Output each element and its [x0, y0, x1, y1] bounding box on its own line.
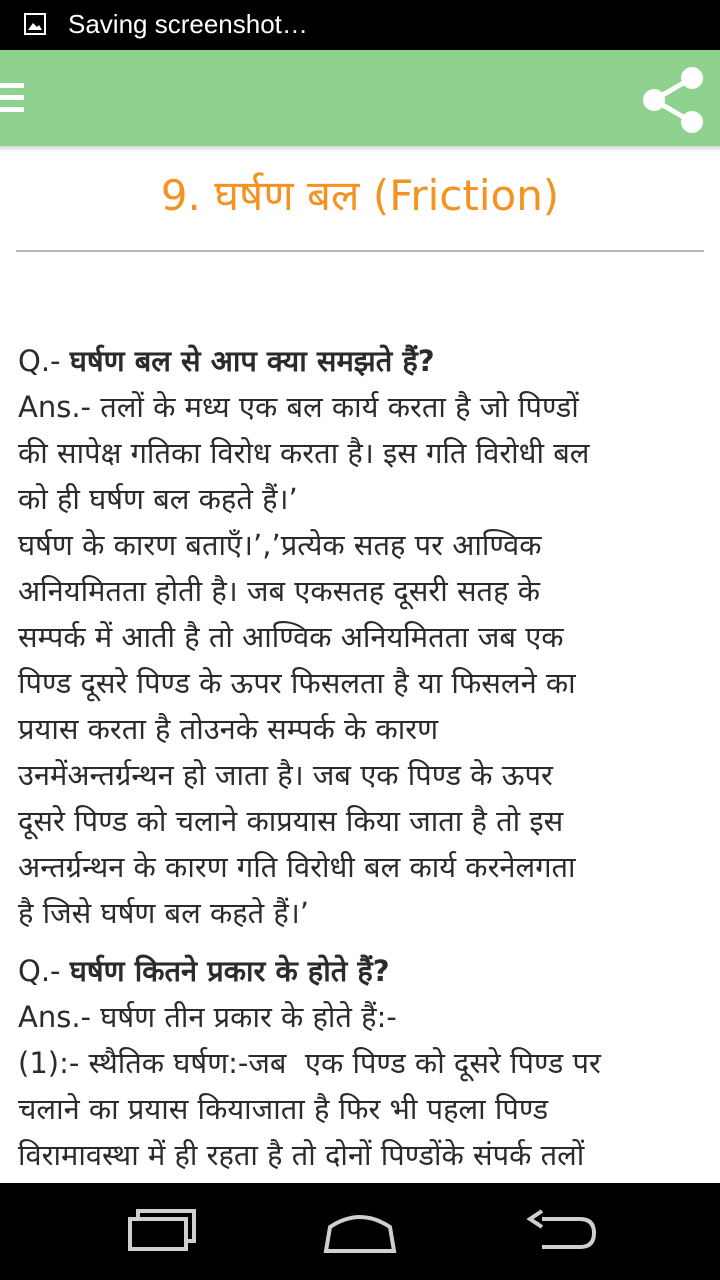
- answer-line: को ही घर्षण बल कहते हैं।’: [18, 482, 298, 516]
- answer-line: (1):- स्थैतिक घर्षण:-जब एक पिण्ड को दूसरे पिण्ड पर: [18, 1046, 601, 1080]
- image-icon: [24, 13, 46, 35]
- answer-line: अनियमितता होती है। जब एकसतह दूसरी सतह के: [18, 574, 540, 608]
- hamburger-menu-icon[interactable]: [0, 79, 28, 117]
- status-notification-text: Saving screenshot…: [68, 9, 308, 39]
- page-title: 9. घर्षण बल (Friction): [160, 171, 560, 220]
- home-icon: [318, 1201, 408, 1261]
- answer-line: है जिसे घर्षण बल कहते हैं।’: [18, 896, 310, 930]
- answer-line: घर्षण के कारण बताएँ।’,’प्रत्येक सतह पर आण्विक: [18, 528, 542, 562]
- answer-line: Ans.- तलों के मध्य एक बल कार्य करता है जो पिण्डों: [18, 390, 579, 424]
- answer-line: दूसरे पिण्ड को चलाने काप्रयास किया जाता है तो इस: [18, 804, 564, 838]
- answer-line: अन्तर्ग्रन्थन के कारण गति विरोधी बल कार्य करनेलगता: [18, 850, 576, 884]
- answer-line: पिण्ड दूसरे पिण्ड के ऊपर फिसलता है या फिसलने का: [18, 666, 576, 700]
- answer-line: उनमेंअन्तर्ग्रन्थन हो जाता है। जब एक पिण्ड के ऊपर: [18, 758, 553, 792]
- answer-line: प्रयास करता है तोउनके सम्पर्क के कारण: [18, 712, 439, 746]
- question-1: [18, 338, 708, 384]
- home-button[interactable]: [318, 1201, 408, 1261]
- recent-apps-icon: [124, 1201, 214, 1261]
- answer-line: Ans.- घर्षण तीन प्रकार के होते हैं:-: [18, 1000, 397, 1034]
- question-prefix: Q.-: [18, 344, 70, 378]
- question-2: [18, 948, 708, 994]
- navigation-bar: [0, 1183, 720, 1280]
- question-prefix: Q.-: [18, 954, 70, 988]
- paragraph-gap: [18, 936, 708, 948]
- action-bar: [0, 50, 720, 146]
- title-divider: [16, 250, 704, 252]
- answer-line: चलाने का प्रयास कियाजाता है फिर भी पहला पिण्ड: [18, 1092, 549, 1126]
- answer-line: की सापेक्ष गतिका विरोध करता है। इस गति विरोधी बल: [18, 436, 590, 470]
- question-text: घर्षण बल से आप क्या समझते हैं?: [69, 344, 435, 378]
- answer-line: विरामावस्था में ही रहता है तो दोनों पिण्डोंके संपर्क तलों: [18, 1138, 585, 1172]
- answer-line: सम्पर्क में आती है तो आण्विक अनियमितता जब एक: [18, 620, 564, 654]
- back-icon: [522, 1201, 612, 1261]
- question-text: घर्षण कितने प्रकार के होते हैं?: [69, 954, 390, 988]
- header-shadow: [0, 146, 720, 152]
- article-content[interactable]: [18, 338, 708, 1183]
- back-button[interactable]: [522, 1201, 612, 1261]
- status-bar: [0, 0, 720, 50]
- recent-apps-button[interactable]: [124, 1201, 214, 1261]
- share-icon[interactable]: [638, 64, 708, 134]
